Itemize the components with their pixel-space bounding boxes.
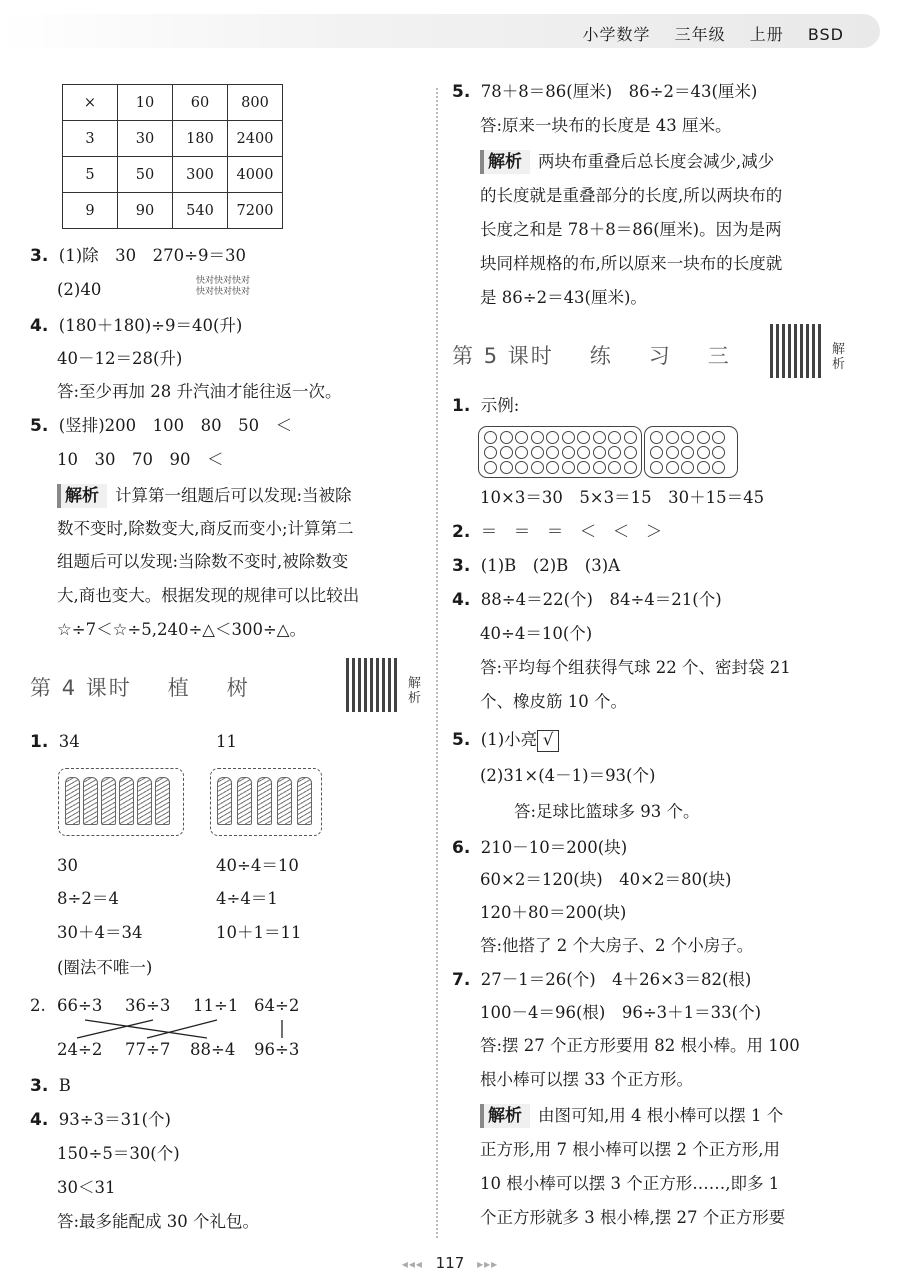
r7-line2: 100－4＝96(根) 96÷3＋1＝33(个) bbox=[480, 1003, 762, 1022]
p1-e2: 10＋1＝11 bbox=[216, 923, 302, 942]
qr-label: 解析 bbox=[832, 342, 846, 372]
header-subject: 小学数学 bbox=[582, 25, 651, 44]
bead bbox=[650, 446, 663, 459]
table-cell: 50 bbox=[118, 157, 173, 193]
r3-line: 3. (1)B (2)B (3)A bbox=[452, 556, 621, 576]
p4-line4: 答:最多能配成 30 个礼包。 bbox=[57, 1212, 260, 1231]
tree-diagram-left bbox=[58, 768, 184, 836]
bead bbox=[681, 461, 694, 474]
q5-line2: 10 30 70 90 ＜ bbox=[57, 450, 224, 469]
p4-line2: 150÷5＝30(个) bbox=[57, 1144, 180, 1163]
analysis3-line4: 个正方形就多 3 根小棒,摆 27 个正方形要 bbox=[480, 1208, 786, 1227]
header-grade: 三年级 bbox=[674, 25, 726, 44]
r6-line3: 120＋80＝200(块) bbox=[480, 903, 627, 922]
p2-top-3: 64÷2 bbox=[254, 996, 300, 1015]
r1-line2: 10×3＝30 5×3＝15 30＋15＝45 bbox=[480, 488, 765, 507]
bead bbox=[697, 431, 710, 444]
r2-line: 2. ＝ ＝ ＝ ＜ ＜ ＞ bbox=[452, 522, 663, 542]
analysis3-line1: 解析 由图可知,用 4 根小棒可以摆 1 个 bbox=[480, 1104, 783, 1128]
bead bbox=[712, 446, 725, 459]
table-cell: 800 bbox=[228, 85, 283, 121]
p2-bottom-2: 88÷4 bbox=[190, 1040, 236, 1059]
p1-c2: 40÷4＝10 bbox=[216, 856, 299, 875]
bead bbox=[484, 461, 497, 474]
table-row bbox=[63, 85, 283, 121]
analysis3-line2: 正方形,用 7 根小棒可以摆 2 个正方形,用 bbox=[480, 1140, 780, 1159]
r4-line4: 个、橡皮筋 10 个。 bbox=[480, 692, 627, 711]
header-volume: 上册 bbox=[749, 25, 784, 44]
bead bbox=[593, 446, 606, 459]
p1-e1: 30＋4＝34 bbox=[57, 923, 143, 942]
bead bbox=[608, 461, 621, 474]
r7-line3: 答:摆 27 个正方形要用 82 根小棒。用 100 bbox=[480, 1036, 800, 1055]
table-cell: 7200 bbox=[228, 193, 283, 229]
p2-bottom-0: 24÷2 bbox=[57, 1040, 103, 1059]
table-cell: 180 bbox=[173, 121, 228, 157]
bead bbox=[562, 431, 575, 444]
page-footer bbox=[0, 1254, 900, 1272]
table-cell: 60 bbox=[173, 85, 228, 121]
table-cell: 9 bbox=[63, 193, 118, 229]
lesson-5-title: 第 5 课时 练 习 三 bbox=[452, 344, 731, 368]
bead bbox=[484, 431, 497, 444]
bead bbox=[577, 431, 590, 444]
p2-num: 2. bbox=[30, 996, 46, 1015]
tree-icon bbox=[277, 777, 292, 825]
p2-top-2: 11÷1 bbox=[193, 996, 239, 1015]
r4-line3: 答:平均每个组获得气球 22 个、密封袋 21 bbox=[480, 658, 791, 677]
bead bbox=[608, 446, 621, 459]
analysis1-line2: 数不变时,除数变大,商反而变小;计算第二 bbox=[57, 519, 354, 538]
next-arrows-icon: ▸▸▸ bbox=[477, 1257, 499, 1271]
r7-line4: 根小棒可以摆 33 个正方形。 bbox=[480, 1070, 693, 1089]
table-row bbox=[63, 121, 283, 157]
p1-answer-b: 11 bbox=[216, 732, 237, 751]
bead bbox=[681, 431, 694, 444]
analysis2-line4: 块同样规格的布,所以原来一块布的长度就 bbox=[480, 254, 783, 273]
multiplication-table bbox=[62, 84, 283, 229]
tree-diagram-right bbox=[210, 768, 322, 836]
qr-code-icon[interactable] bbox=[346, 658, 400, 712]
p1-d2: 4÷4＝1 bbox=[216, 889, 278, 908]
p4-line3: 30＜31 bbox=[57, 1178, 116, 1197]
p1-line1: 1. 34 bbox=[30, 732, 80, 752]
r5-line2: (2)31×(4－1)＝93(个) bbox=[480, 766, 656, 785]
column-divider bbox=[436, 88, 438, 1238]
tree-icon bbox=[155, 777, 170, 825]
r4-line1: 4. 88÷4＝22(个) 84÷4＝21(个) bbox=[452, 590, 722, 610]
bead bbox=[650, 461, 663, 474]
tree-icon bbox=[237, 777, 252, 825]
analysis2-line1: 解析 两块布重叠后总长度会减少,减少 bbox=[480, 150, 774, 174]
bead bbox=[697, 461, 710, 474]
p2-top-1: 36÷3 bbox=[125, 996, 171, 1015]
p3-line: 3. B bbox=[30, 1076, 71, 1096]
bead bbox=[681, 446, 694, 459]
analysis1-line1: 解析 计算第一组题后可以发现:当被除 bbox=[57, 484, 352, 508]
bead bbox=[712, 461, 725, 474]
table-cell: 10 bbox=[118, 85, 173, 121]
bead bbox=[666, 461, 679, 474]
analysis3-line3: 10 根小棒可以摆 3 个正方形……,即多 1 bbox=[480, 1174, 780, 1193]
r-q5-line2: 答:原来一块布的长度是 43 厘米。 bbox=[480, 116, 732, 135]
bead bbox=[666, 446, 679, 459]
bead bbox=[546, 461, 559, 474]
p2-bottom-1: 77÷7 bbox=[125, 1040, 171, 1059]
tree-icon bbox=[137, 777, 152, 825]
table-cell: 5 bbox=[63, 157, 118, 193]
bead bbox=[712, 431, 725, 444]
page-header bbox=[0, 0, 900, 58]
bead bbox=[562, 461, 575, 474]
bead bbox=[484, 446, 497, 459]
analysis2-line5: 是 86÷2＝43(厘米)。 bbox=[480, 288, 647, 307]
page-number: 117 bbox=[435, 1254, 465, 1272]
bead bbox=[546, 446, 559, 459]
lesson-4-title: 第 4 课时 植 树 bbox=[30, 676, 250, 700]
r-q5-line1: 5. 78＋8＝86(厘米) 86÷2＝43(厘米) bbox=[452, 82, 758, 102]
bead bbox=[577, 446, 590, 459]
table-row bbox=[63, 193, 283, 229]
q4-line2: 40－12＝28(升) bbox=[57, 349, 183, 368]
p1-note: (圈法不唯一) bbox=[57, 958, 153, 977]
bead bbox=[666, 431, 679, 444]
bead bbox=[624, 446, 637, 459]
table-row bbox=[63, 157, 283, 193]
analysis-tag: 解析 bbox=[57, 484, 107, 508]
bead bbox=[593, 431, 606, 444]
bead-grid-right bbox=[644, 426, 738, 478]
bead bbox=[577, 461, 590, 474]
bead bbox=[531, 461, 544, 474]
prev-arrows-icon: ◂◂◂ bbox=[401, 1257, 423, 1271]
table-cell: 300 bbox=[173, 157, 228, 193]
bead bbox=[500, 461, 513, 474]
r1-line1: 1. 示例: bbox=[452, 396, 520, 416]
bead bbox=[531, 431, 544, 444]
bead bbox=[608, 431, 621, 444]
bead bbox=[515, 446, 528, 459]
qr-code-icon[interactable] bbox=[770, 324, 824, 378]
r7-line1: 7. 27－1＝26(个) 4＋26×3＝82(根) bbox=[452, 970, 752, 990]
q3-line2: (2)40 bbox=[57, 280, 102, 299]
analysis2-line3: 长度之和是 78＋8＝86(厘米)。因为是两 bbox=[480, 220, 782, 239]
analysis-tag: 解析 bbox=[480, 1104, 530, 1128]
stamp-text: 快对快对快对 快对快对快对 bbox=[196, 276, 251, 297]
table-cell: × bbox=[63, 85, 118, 121]
check-icon: √ bbox=[537, 730, 559, 752]
r5-line3: 答:足球比篮球多 93 个。 bbox=[514, 802, 700, 821]
p2-top-0: 66÷3 bbox=[57, 996, 103, 1015]
p2-bottom-3: 96÷3 bbox=[254, 1040, 300, 1059]
q5-line1: 5. (竖排)200 100 80 50 ＜ bbox=[30, 416, 293, 436]
bead bbox=[546, 431, 559, 444]
header-edition: BSD bbox=[807, 25, 844, 44]
table-cell: 3 bbox=[63, 121, 118, 157]
table-cell: 540 bbox=[173, 193, 228, 229]
bead bbox=[515, 431, 528, 444]
table-cell: 4000 bbox=[228, 157, 283, 193]
analysis-tag: 解析 bbox=[480, 150, 530, 174]
r4-line2: 40÷4＝10(个) bbox=[480, 624, 593, 643]
analysis1-line5: ☆÷7＜☆÷5,240÷△＜300÷△。 bbox=[57, 620, 306, 639]
matching-lines bbox=[57, 1018, 317, 1040]
r5-line1: 5. (1)小亮 √ bbox=[452, 728, 559, 752]
bead-grid-left bbox=[478, 426, 642, 478]
analysis2-line2: 的长度就是重叠部分的长度,所以两块布的 bbox=[480, 186, 783, 205]
p1-c1: 30 bbox=[57, 856, 78, 875]
tree-icon bbox=[65, 777, 80, 825]
bead bbox=[500, 446, 513, 459]
r6-line2: 60×2＝120(块) 40×2＝80(块) bbox=[480, 870, 732, 889]
analysis1-line4: 大,商也变大。根据发现的规律可以比较出 bbox=[57, 586, 360, 605]
r6-line1: 6. 210－10＝200(块) bbox=[452, 838, 628, 858]
r6-line4: 答:他搭了 2 个大房子、2 个小房子。 bbox=[480, 936, 754, 955]
tree-icon bbox=[217, 777, 232, 825]
tree-icon bbox=[119, 777, 134, 825]
bead bbox=[624, 461, 637, 474]
tree-icon bbox=[257, 777, 272, 825]
tree-icon bbox=[83, 777, 98, 825]
q4-line3: 答:至少再加 28 升汽油才能往返一次。 bbox=[57, 382, 342, 401]
qr-label: 解析 bbox=[408, 676, 422, 706]
p4-line1: 4. 93÷3＝31(个) bbox=[30, 1110, 171, 1130]
bead bbox=[562, 446, 575, 459]
tree-icon bbox=[101, 777, 116, 825]
analysis1-line3: 组题后可以发现:当除数不变时,被除数变 bbox=[57, 552, 349, 571]
table-cell: 2400 bbox=[228, 121, 283, 157]
q4-line1: 4. (180＋180)÷9＝40(升) bbox=[30, 316, 243, 336]
bead bbox=[531, 446, 544, 459]
bead bbox=[515, 461, 528, 474]
table-cell: 30 bbox=[118, 121, 173, 157]
bead bbox=[697, 446, 710, 459]
p1-d1: 8÷2＝4 bbox=[57, 889, 119, 908]
bead bbox=[500, 431, 513, 444]
bead bbox=[650, 431, 663, 444]
tree-icon bbox=[297, 777, 312, 825]
header-text bbox=[565, 22, 845, 45]
bead bbox=[624, 431, 637, 444]
q3-line1: 3. (1)除 30 270÷9＝30 bbox=[30, 246, 246, 266]
table-cell: 90 bbox=[118, 193, 173, 229]
bead bbox=[593, 461, 606, 474]
